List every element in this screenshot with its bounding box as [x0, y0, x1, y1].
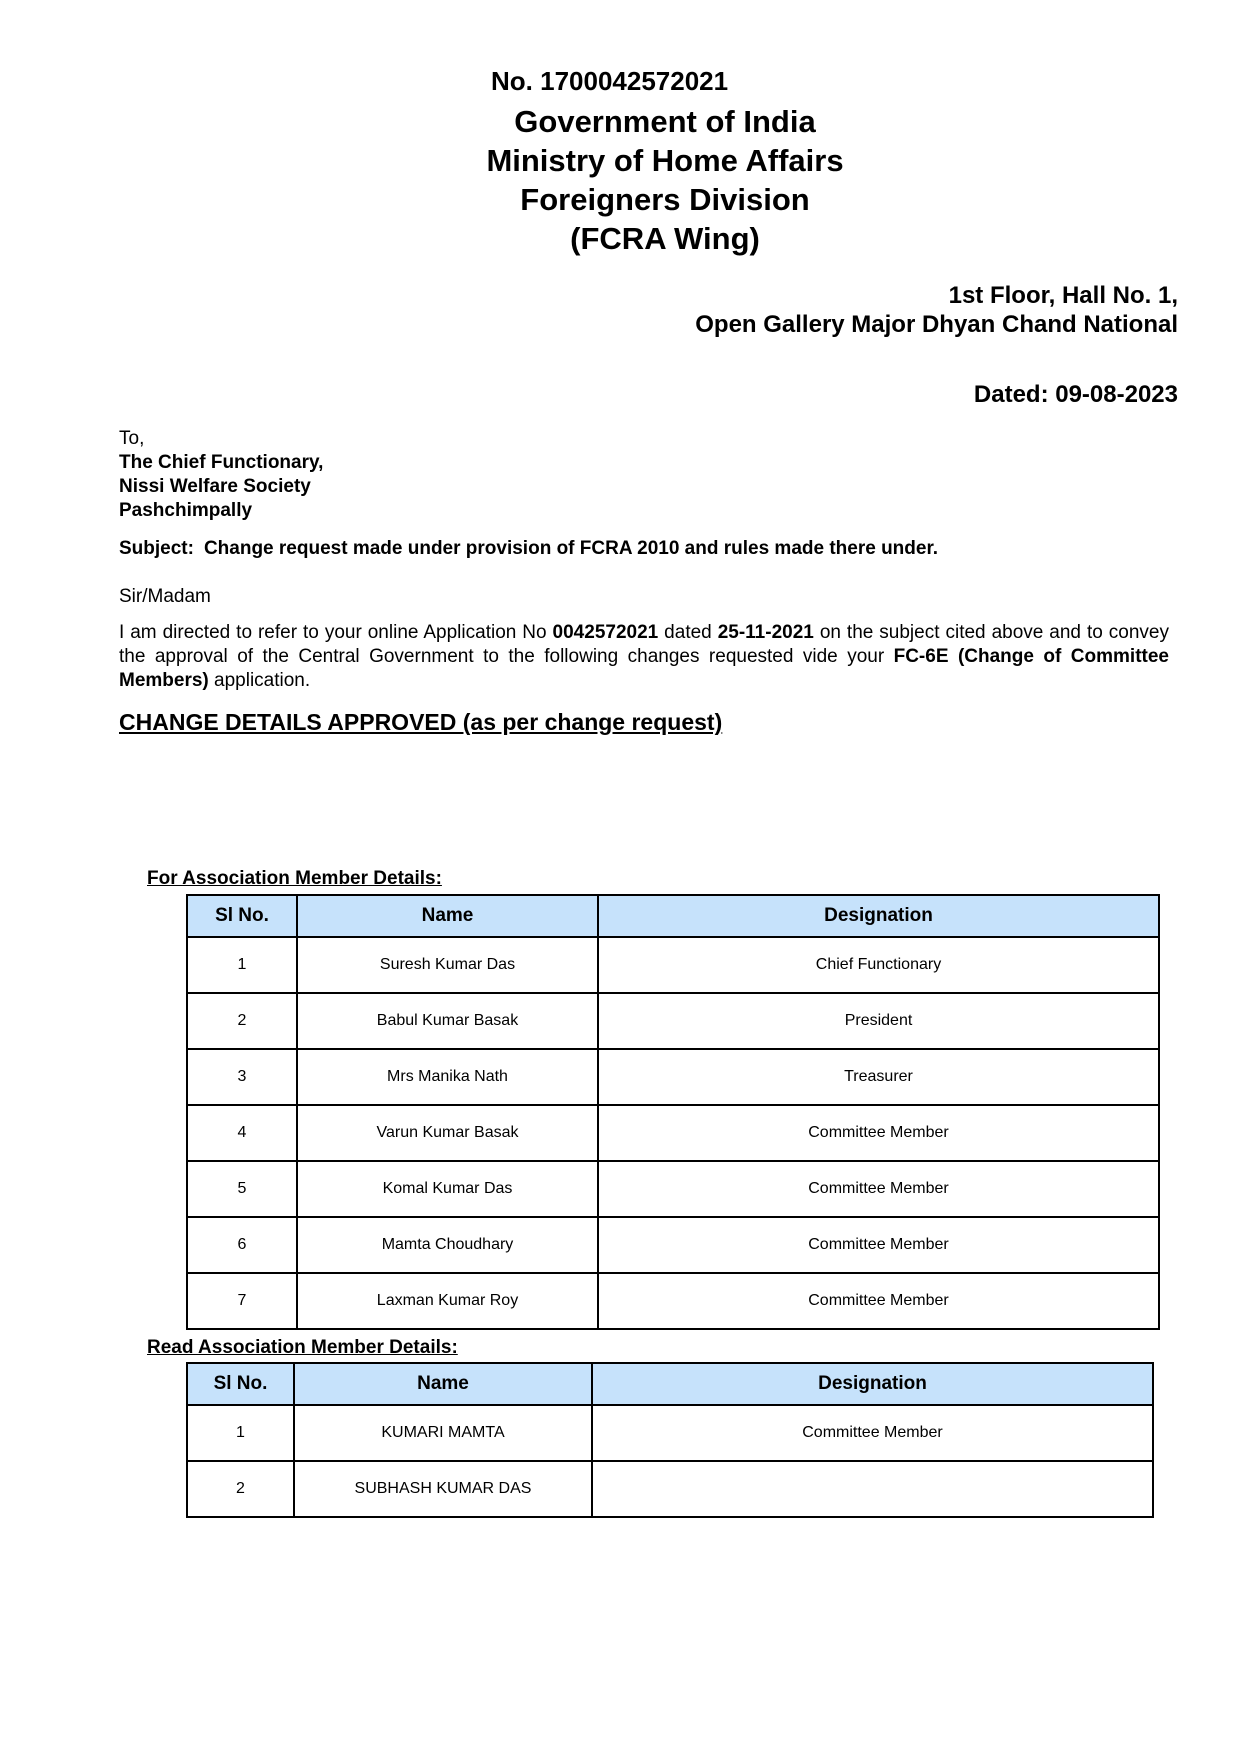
table-row: [187, 1049, 1159, 1105]
col-header-name: Name: [297, 895, 598, 937]
cell-sl-no: 3: [187, 1049, 297, 1105]
header-wing: (FCRA Wing): [570, 221, 760, 256]
cell-designation: Chief Functionary: [598, 937, 1159, 993]
recipient-line: Pashchimpally: [119, 500, 253, 521]
body-text: on the subject cited above and to convey the approval of the Central Government to the following changes requested vide your: [119, 622, 1169, 667]
cell-name: Mrs Manika Nath: [297, 1049, 598, 1105]
cell-name: SUBHASH KUMAR DAS: [294, 1461, 592, 1517]
body-text: I am directed to refer to your online Application No: [119, 622, 553, 643]
cell-designation: Committee Member: [592, 1405, 1153, 1461]
table-row: [187, 1217, 1159, 1273]
cell-sl-no: 1: [187, 1405, 294, 1461]
cell-designation: Committee Member: [598, 1273, 1159, 1329]
reference-number: No. 1700042572021: [491, 66, 729, 96]
application-number: 0042572021: [552, 622, 659, 643]
body-paragraph: [119, 621, 1169, 693]
cell-name: Varun Kumar Basak: [297, 1105, 598, 1161]
cell-sl-no: 2: [187, 993, 297, 1049]
subject-line: [119, 537, 1169, 561]
header-ministry: Ministry of Home Affairs: [486, 143, 844, 178]
recipient-block: [119, 451, 323, 523]
approved-heading: CHANGE DETAILS APPROVED (as per change request): [119, 709, 723, 735]
address-line-2: Open Gallery Major Dhyan Chand National: [695, 311, 1178, 338]
table-row: [187, 1105, 1159, 1161]
header-division: Foreigners Division: [520, 182, 810, 217]
letter-date: Dated: 09-08-2023: [973, 381, 1178, 408]
application-date: 25-11-2021: [717, 622, 814, 643]
subject-label: Subject:: [119, 538, 194, 559]
to-label: To,: [119, 428, 145, 449]
col-header-name: Name: [294, 1363, 592, 1405]
col-header-designation: Designation: [592, 1363, 1153, 1405]
section-title-read-association: Read Association Member Details:: [147, 1337, 458, 1358]
cell-designation: Committee Member: [598, 1161, 1159, 1217]
col-header-sl-no: Sl No.: [187, 1363, 294, 1405]
cell-name: Komal Kumar Das: [297, 1161, 598, 1217]
cell-sl-no: 4: [187, 1105, 297, 1161]
table-row: [187, 1405, 1153, 1461]
section-title-for-association: For Association Member Details:: [147, 868, 442, 889]
cell-designation: President: [598, 993, 1159, 1049]
col-header-designation: Designation: [598, 895, 1159, 937]
cell-designation: [592, 1461, 1153, 1517]
cell-sl-no: 2: [187, 1461, 294, 1517]
cell-sl-no: 5: [187, 1161, 297, 1217]
cell-name: KUMARI MAMTA: [294, 1405, 592, 1461]
recipient-line: The Chief Functionary,: [119, 452, 324, 473]
cell-sl-no: 6: [187, 1217, 297, 1273]
table-row: [187, 993, 1159, 1049]
member-table-for-association: [186, 894, 1160, 1330]
address-line-1: 1st Floor, Hall No. 1,: [948, 282, 1178, 309]
cell-name: Laxman Kumar Roy: [297, 1273, 598, 1329]
col-header-sl-no: Sl No.: [187, 895, 297, 937]
cell-sl-no: 1: [187, 937, 297, 993]
body-text: application.: [208, 670, 311, 691]
cell-sl-no: 7: [187, 1273, 297, 1329]
cell-designation: Treasurer: [598, 1049, 1159, 1105]
cell-designation: Committee Member: [598, 1105, 1159, 1161]
body-text: dated: [658, 622, 718, 643]
table-row: [187, 1461, 1153, 1517]
table-row: [187, 1273, 1159, 1329]
cell-designation: Committee Member: [598, 1217, 1159, 1273]
table-header-row: [187, 1363, 1153, 1405]
header-government: Government of India: [514, 104, 816, 139]
member-table-read-association: [186, 1362, 1154, 1518]
cell-name: Suresh Kumar Das: [297, 937, 598, 993]
table-row: [187, 1161, 1159, 1217]
cell-name: Mamta Choudhary: [297, 1217, 598, 1273]
subject-text: Change request made under provision of FCRA 2010 and rules made there under.: [203, 538, 939, 559]
cell-name: Babul Kumar Basak: [297, 993, 598, 1049]
salutation: Sir/Madam: [119, 586, 211, 607]
form-name: FC-6E (Change of Committee Members): [119, 646, 1169, 691]
recipient-line: Nissi Welfare Society: [119, 476, 311, 497]
table-header-row: [187, 895, 1159, 937]
table-row: [187, 937, 1159, 993]
